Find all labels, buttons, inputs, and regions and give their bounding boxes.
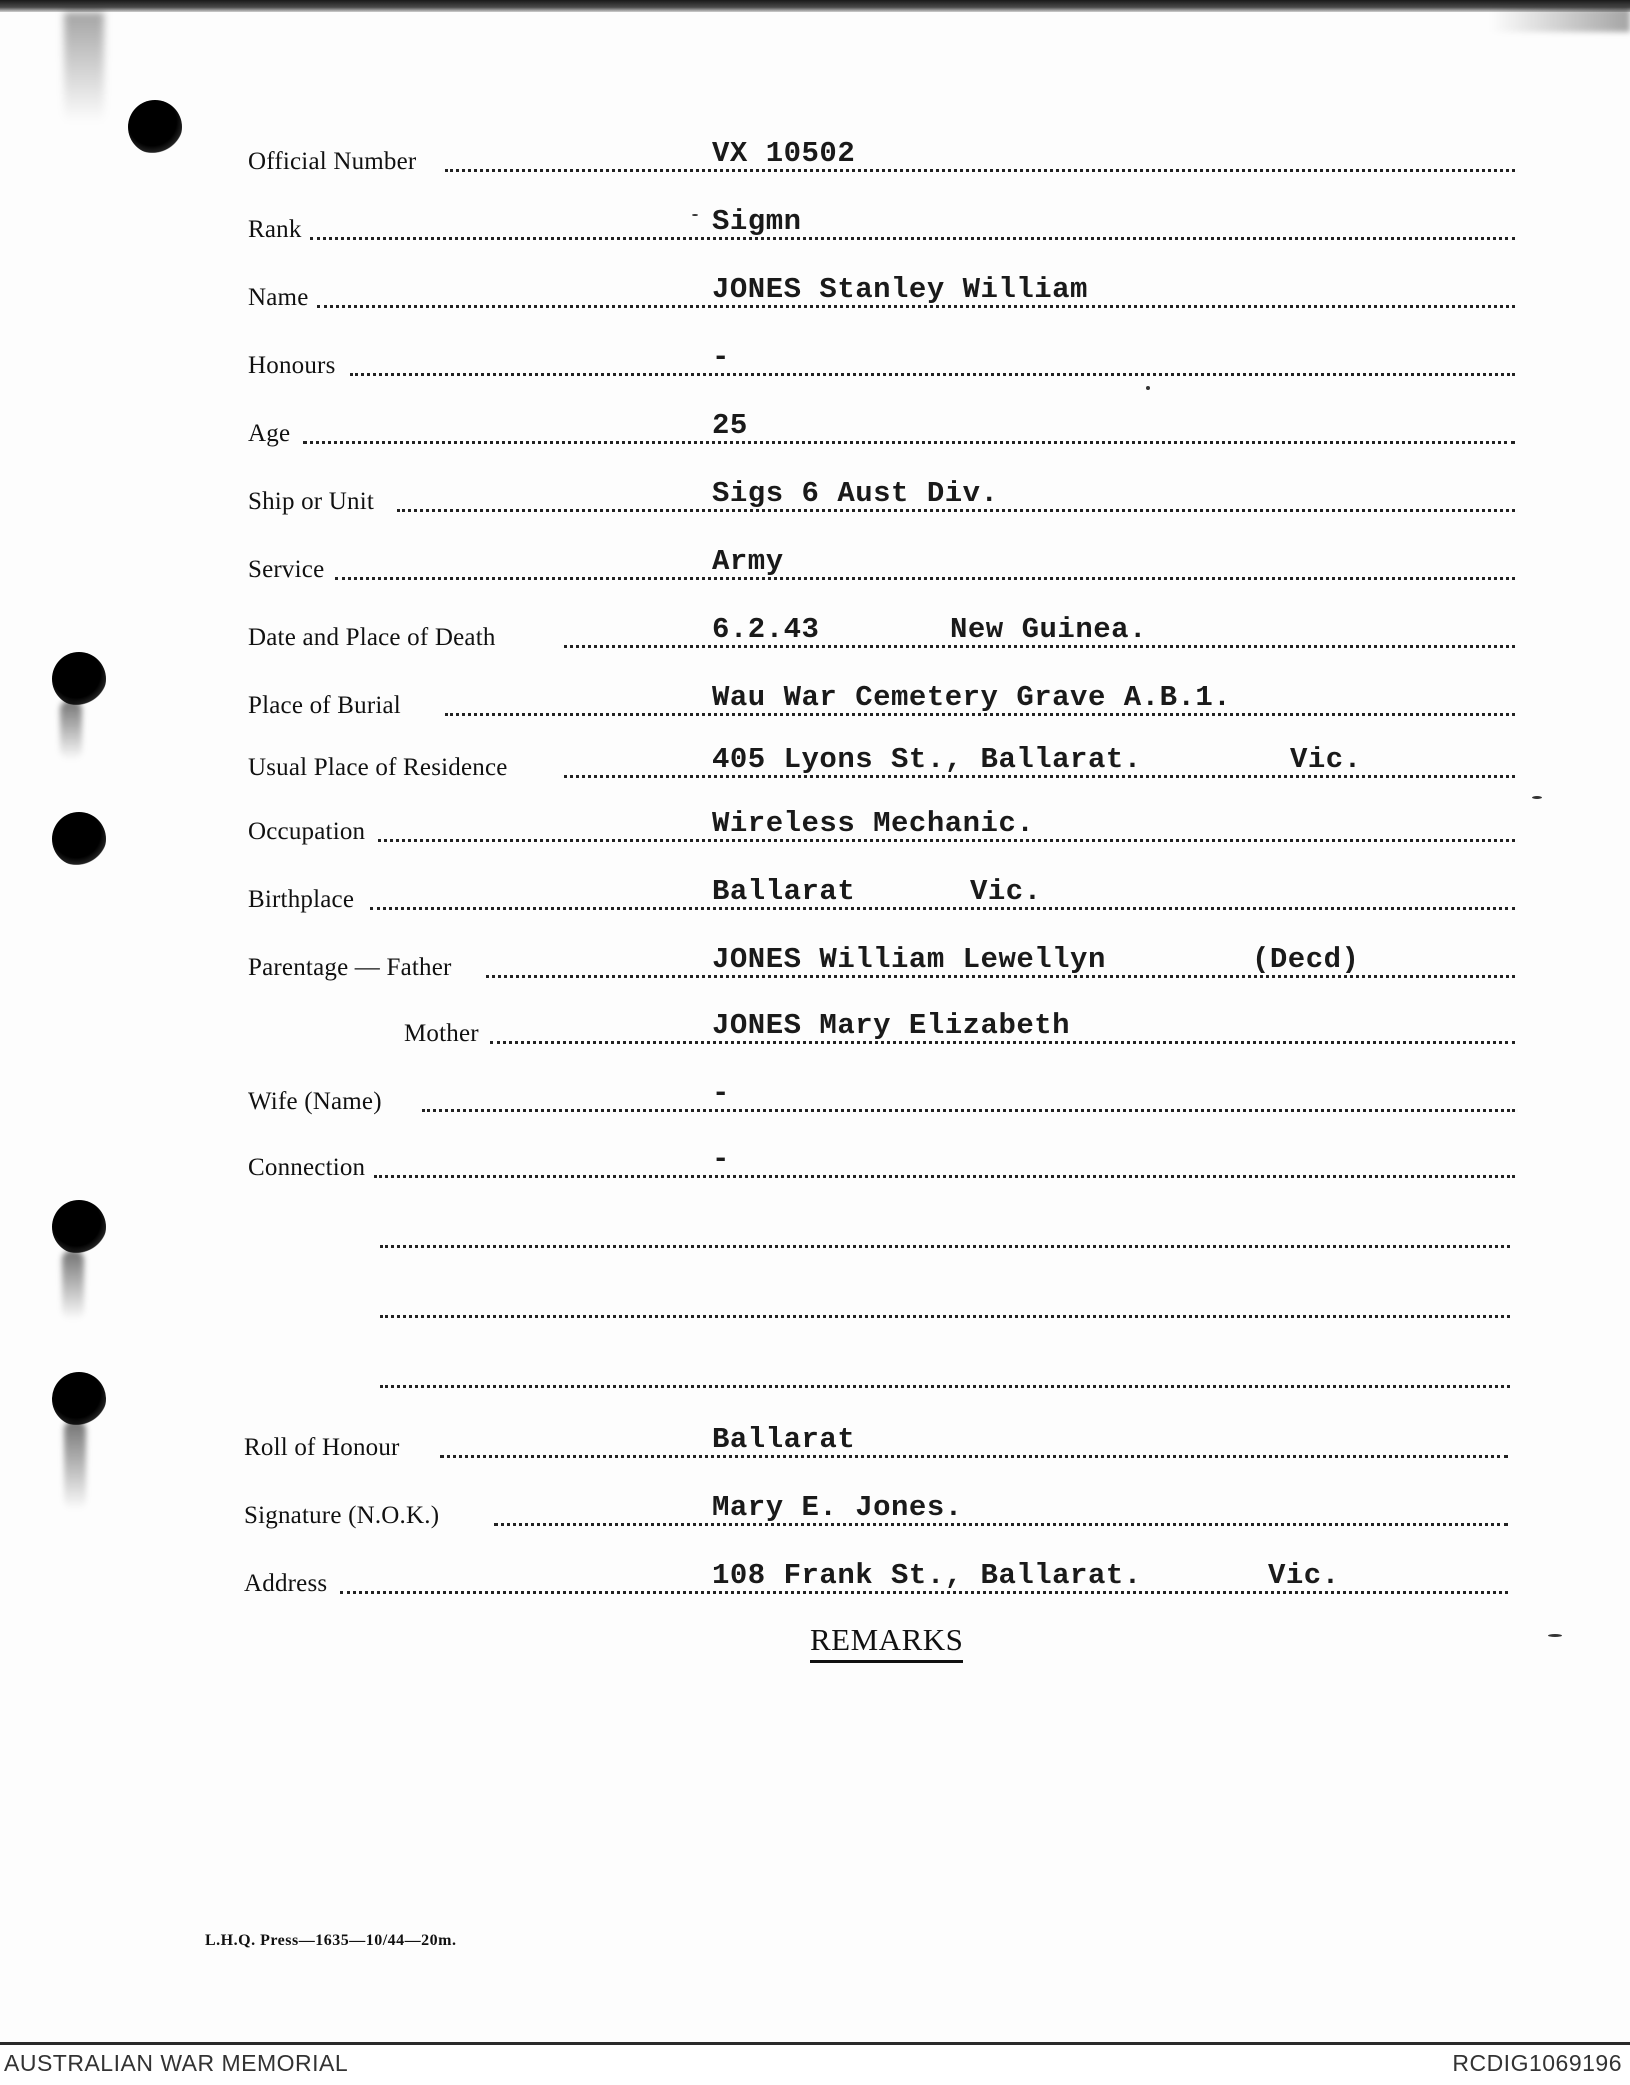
field-value: 405 Lyons St., Ballarat. [712,743,1142,776]
field-label: Roll of Honour [244,1434,400,1461]
field-label: Service [248,556,325,583]
field-value: Mary E. Jones. [712,1491,963,1524]
form-row [0,341,1630,384]
field-label: Mother [404,1020,479,1047]
form-row [0,545,1630,588]
field-label: Wife (Name) [248,1088,382,1115]
form-row [0,1491,1630,1534]
field-value: Wau War Cemetery Grave A.B.1. [712,681,1232,714]
field-value-secondary: (Decd) [1252,943,1360,976]
form-row [0,807,1630,850]
form-row [0,1077,1630,1120]
form-row [0,613,1630,656]
form-row [0,875,1630,918]
dotted-leader-line [370,907,1515,910]
remarks-heading: REMARKS [810,1622,963,1663]
field-label: Occupation [248,818,366,845]
field-value: Army [712,545,784,578]
form-row [0,409,1630,452]
dotted-leader-line [380,1315,1510,1318]
form-row [0,273,1630,316]
form-row [0,743,1630,786]
field-label: Official Number [248,148,417,175]
form-row [0,477,1630,520]
field-label: Rank [248,216,302,243]
dotted-leader-line [335,577,1515,580]
form-row [0,681,1630,724]
form-row [0,1356,1630,1396]
scan-speck [1532,796,1542,799]
form-row [0,1423,1630,1466]
field-value-secondary: Vic. [1290,743,1362,776]
field-value: Ballarat [712,1423,856,1456]
field-label: Ship or Unit [248,488,375,515]
institution-label: AUSTRALIAN WAR MEMORIAL [4,2050,349,2076]
record-id: RCDIG1069196 [1452,2050,1622,2076]
field-value: 108 Frank St., Ballarat. [712,1559,1142,1592]
field-value: - [712,1143,730,1176]
dotted-leader-line [422,1109,1515,1112]
field-value: 25 [712,409,748,442]
scan-smudge [1490,8,1630,32]
field-value: JONES William Lewellyn [712,943,1106,976]
field-label: Signature (N.O.K.) [244,1502,440,1529]
dotted-leader-line [310,237,1515,240]
scan-speck [1146,386,1150,390]
field-value: - [712,1077,730,1110]
form-row [0,1143,1630,1186]
printer-imprint: L.H.Q. Press—1635—10/44—20m. [205,1932,457,1949]
form-row [0,1216,1630,1256]
field-label: Address [244,1570,328,1597]
field-value: Sigs 6 Aust Div. [712,477,999,510]
field-value: - [712,341,730,374]
field-label: Parentage — Father [248,954,452,981]
field-value: JONES Stanley William [712,273,1088,306]
field-label: Age [248,420,291,447]
form-row [0,943,1630,986]
field-label: Date and Place of Death [248,624,496,651]
dotted-leader-line [440,1455,1508,1458]
dotted-leader-line [494,1523,1508,1526]
form-row [0,137,1630,180]
scan-smudge [64,12,104,122]
form-row [0,1286,1630,1326]
field-value-secondary: Vic. [1268,1559,1340,1592]
dotted-leader-line [374,1175,1515,1178]
field-value: VX 10502 [712,137,856,170]
field-value: 6.2.43 [712,613,820,646]
field-label: Name [248,284,309,311]
field-value-secondary: New Guinea. [950,613,1147,646]
dotted-leader-line [350,373,1515,376]
field-label: Connection [248,1154,366,1181]
dotted-leader-line [380,1245,1510,1248]
scan-top-edge [0,0,1630,12]
field-value: JONES Mary Elizabeth [712,1009,1071,1042]
form-row [0,1009,1630,1052]
field-label: Birthplace [248,886,355,913]
field-label: Place of Burial [248,692,401,719]
form-row [0,1559,1630,1602]
form-row [0,205,1630,248]
field-label: Honours [248,352,336,379]
field-label: Usual Place of Residence [248,754,508,781]
field-value: Wireless Mechanic. [712,807,1035,840]
dotted-leader-line [380,1385,1510,1388]
scan-speck [1548,1634,1562,1637]
field-value: Ballarat [712,875,856,908]
dotted-leader-line [445,169,1515,172]
field-value: Sigmn [712,205,802,238]
field-value-secondary: Vic. [970,875,1042,908]
dotted-leader-line [303,441,1515,444]
